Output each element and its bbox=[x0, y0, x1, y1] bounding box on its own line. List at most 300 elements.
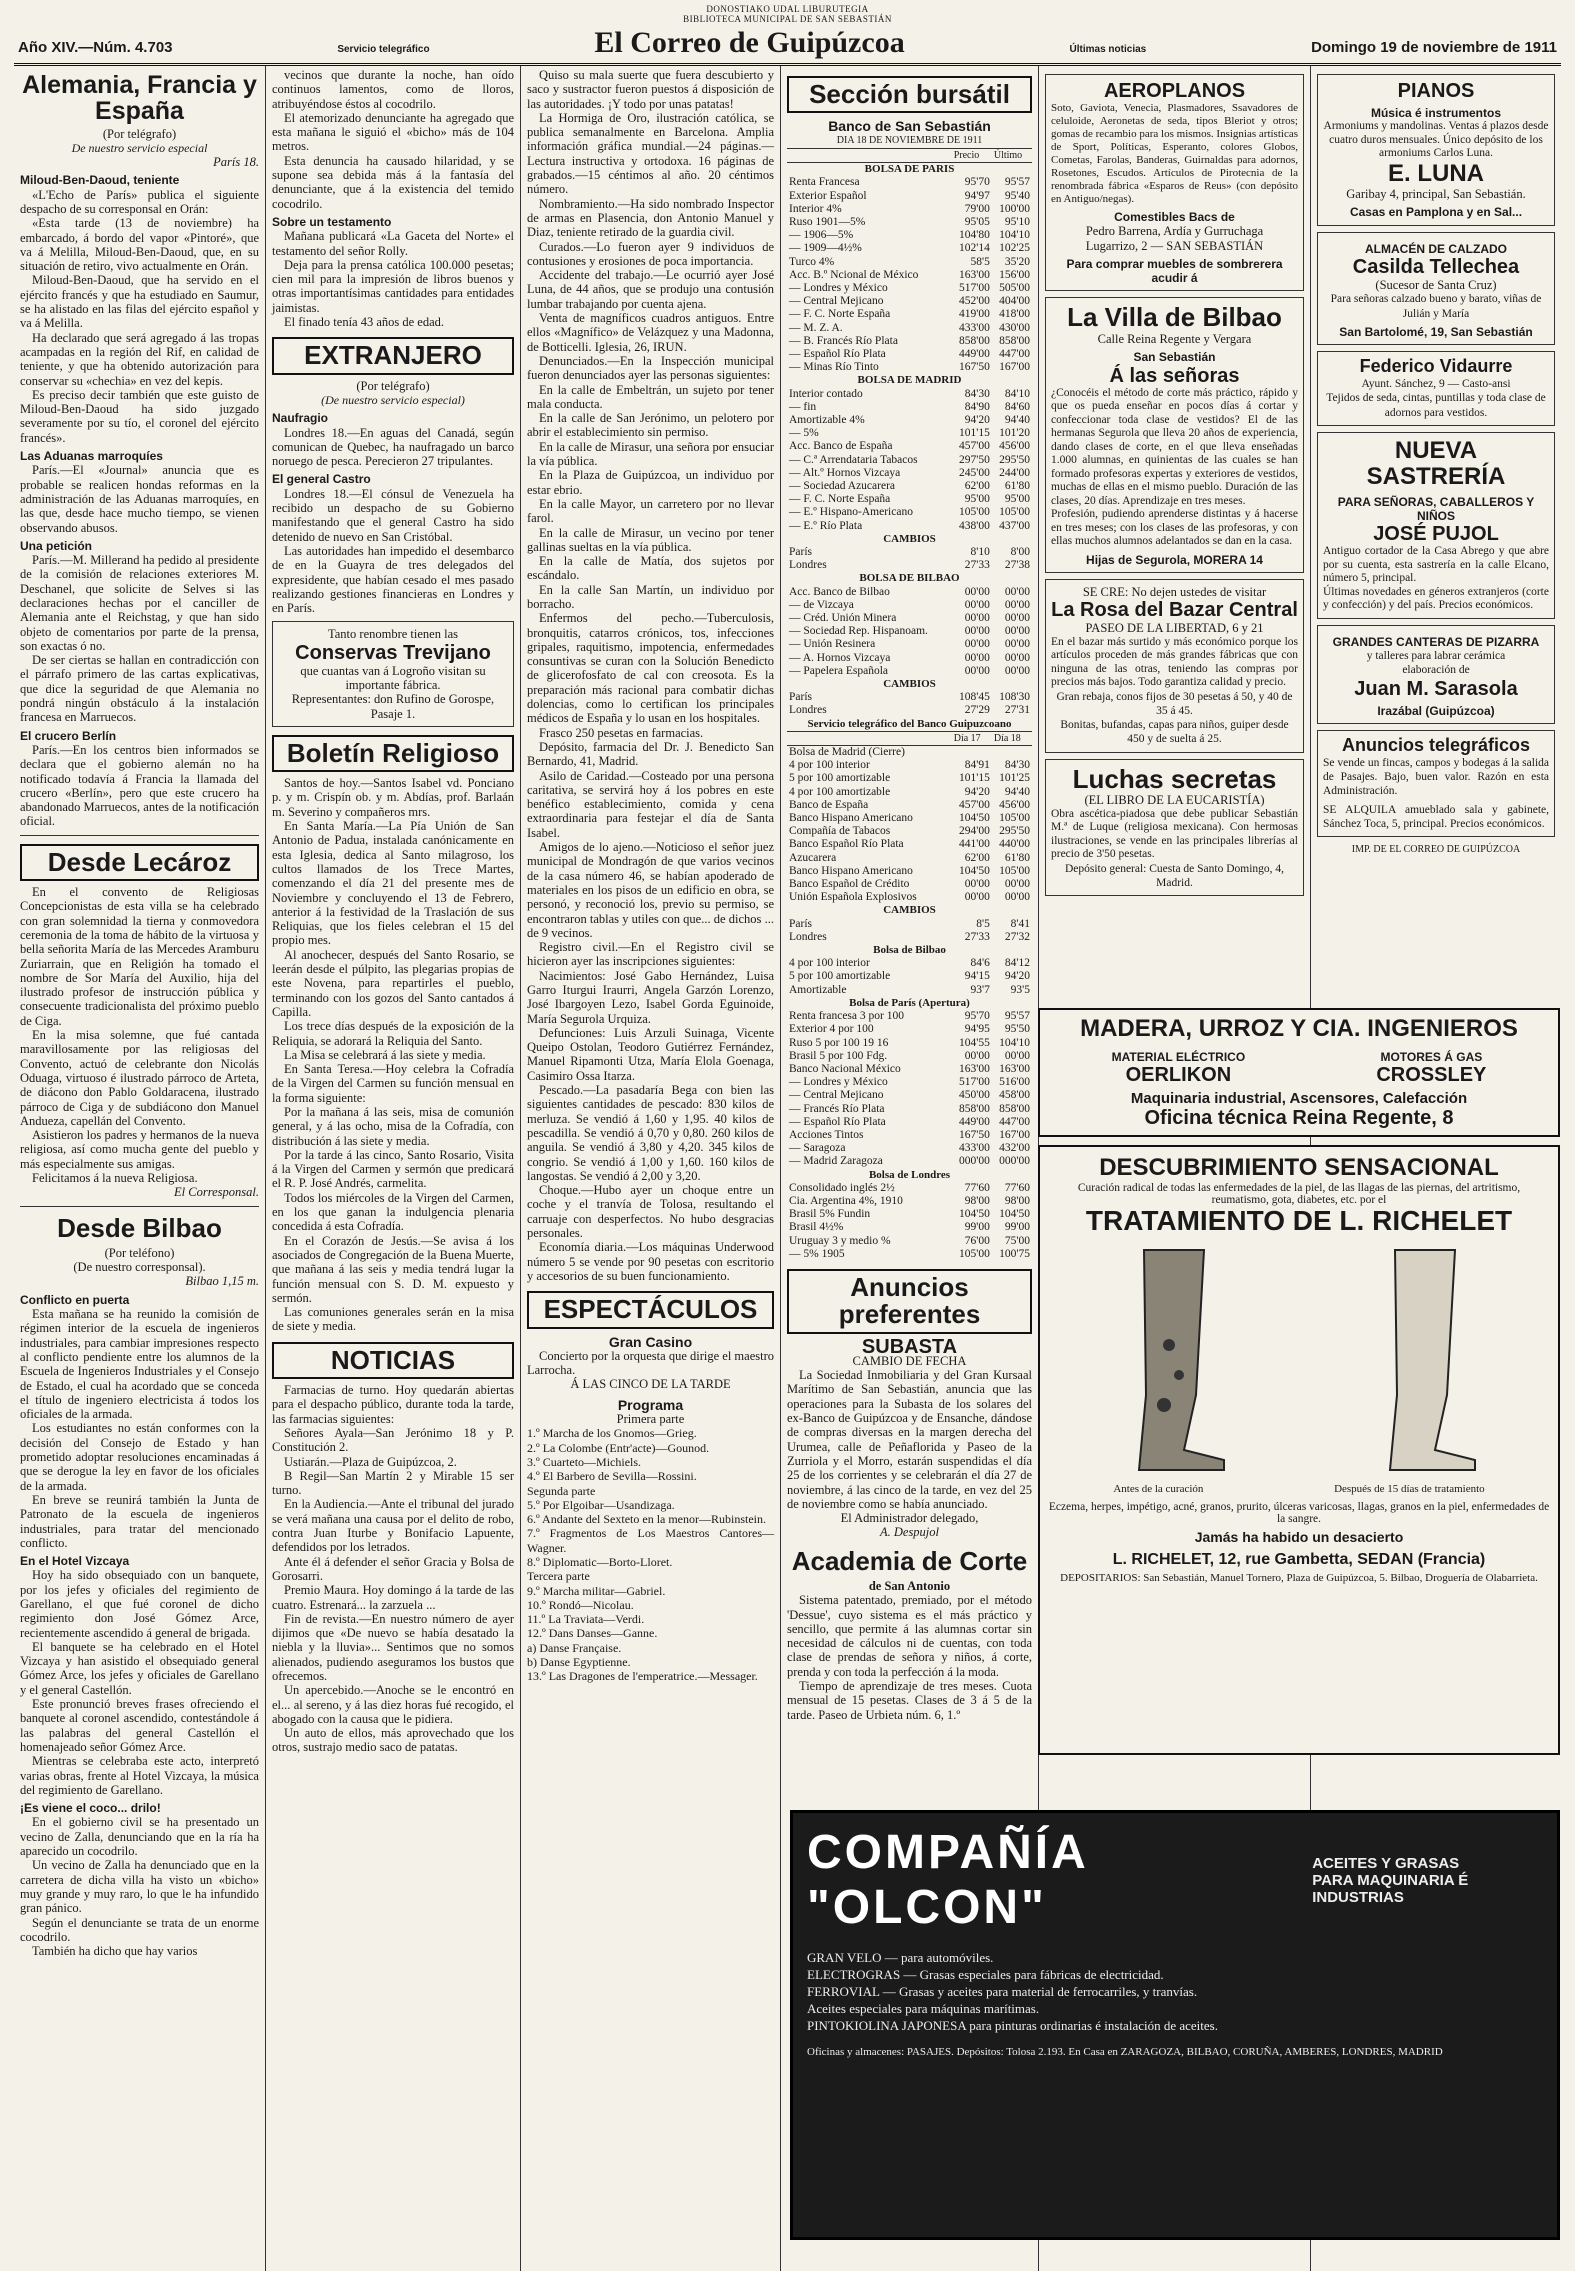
security-name: — fin bbox=[789, 400, 817, 413]
ad-text: Jamás ha habido un desacierto bbox=[1194, 1528, 1404, 1545]
security-name: Bolsa de Madrid (Cierre) bbox=[789, 746, 905, 759]
price-cell: 62'00 bbox=[964, 851, 990, 864]
ad-text: Gran rebaja, conos fijos de 30 pesetas á 50, y 40 de 35 á 45. bbox=[1056, 690, 1293, 717]
table-row bbox=[787, 586, 1032, 599]
table-row bbox=[787, 308, 1032, 321]
academia-text: Sistema patentado, premiado, por el método 'Dessue', cuyo sistema es el más práctico y sencillo, que permite á las alumnas cortar sin necesidad de cálculos ni de cuentas, con toda clase de prendas de señora y niños, á corte, prenda y con toda la perfección á la moda. bbox=[787, 1593, 1032, 1679]
table-row bbox=[787, 746, 1032, 760]
paragraph: En la calle Mayor, un carretero por no llevar farol. bbox=[527, 496, 774, 526]
price-cell: 101'20 bbox=[999, 427, 1030, 440]
paragraph: Ustiarán.—Plaza de Guipúzcoa, 2. bbox=[284, 1454, 457, 1469]
price-cell: 00'00 bbox=[1004, 638, 1030, 651]
paragraph: Deja para la prensa católica 100.000 pesetas; cien mil para la impresión de libros buenos y otras importantísimas cantidades para entidades jaimistas. bbox=[272, 257, 514, 315]
security-name: — Sociedad Azucarera bbox=[789, 479, 896, 492]
paragraph: Hoy ha sido obsequiado con un banquete, por los jefes y oficiales del regimiento de Garellano, el que fué coronel de dicho regimiento don José Gómez Arce, recientemente ascendido á general de brigada. bbox=[20, 1568, 259, 1640]
price-cell: 00'00 bbox=[964, 598, 990, 611]
table-row bbox=[787, 691, 1032, 704]
paragraph: Por la mañana á las seis, misa de comunión general, y á las ocho, misa de la Cofradía, con distribución á las siete y media. bbox=[272, 1105, 514, 1148]
table-row bbox=[787, 970, 1032, 983]
price-cell: 104'50 bbox=[959, 1208, 990, 1221]
security-name: — B. Francés Río Plata bbox=[789, 334, 898, 347]
price-cell: 105'00 bbox=[999, 864, 1030, 877]
security-name: 4 por 100 interior bbox=[789, 957, 870, 970]
paragraph: De ser ciertas se hallan en contradicción con el párrafo primero de las cartas explicativas, que dice la seguridad de que Alemania no pondrá ningún obstáculo á la instalación francesa en Marruecos. bbox=[20, 653, 259, 725]
ad-title: DESCUBRIMIENTO SENSACIONAL bbox=[1099, 1154, 1499, 1182]
library-stamp bbox=[14, 4, 1561, 24]
column-header: Día 17 bbox=[952, 731, 992, 745]
paragraph: En la calle de Matía, dos sujetos por escándalo. bbox=[527, 554, 774, 583]
price-cell bbox=[992, 746, 1032, 760]
price-cell: 000'00 bbox=[959, 1155, 990, 1168]
price-cell: 98'00 bbox=[964, 1194, 990, 1207]
security-name: — Créd. Unión Minera bbox=[789, 612, 897, 624]
paragraph: Depósito, farmacia del Dr. J. Benedicto San Bernardo, 41, Madrid. bbox=[527, 739, 774, 769]
column-header: Último bbox=[992, 148, 1032, 162]
table-row bbox=[787, 865, 1032, 878]
section-label: CAMBIOS bbox=[883, 532, 936, 545]
program-item: b) Danse Egyptienne. bbox=[527, 1655, 631, 1670]
price-cell: 00'00 bbox=[1004, 878, 1030, 891]
paragraph: Santos de hoy.—Santos Isabel vd. Ponciano p. y m. Crispín ob. y m. Abdías, prof. Barlaán m. Severino y compañeros mrs. bbox=[272, 776, 514, 819]
headline-extranjero: EXTRANJERO bbox=[272, 337, 514, 374]
price-cell: 101'15 bbox=[959, 427, 990, 440]
price-cell: 94'20 bbox=[1004, 970, 1030, 983]
headline-noticias: NOTICIAS bbox=[272, 1342, 514, 1379]
price-cell: 00'00 bbox=[964, 664, 990, 677]
ad-title: ALMACÉN DE CALZADO bbox=[1365, 241, 1507, 256]
security-name: — C.ª Arrendataria Tabacos bbox=[789, 453, 918, 466]
price-cell: 00'00 bbox=[1004, 891, 1030, 904]
ad-name: Casilda Tellechea bbox=[1352, 256, 1520, 279]
ad-title: Luchas secretas bbox=[1072, 763, 1277, 794]
service-label: Servicio telegráfico bbox=[337, 44, 430, 55]
olcon-line: PINTOKIOLINA JAPONESA para pinturas ordinarias é instalación de aceites. bbox=[807, 2018, 1218, 2033]
table-row bbox=[787, 957, 1032, 970]
table-row bbox=[787, 786, 1032, 799]
table-row bbox=[787, 322, 1032, 335]
program-time: Á LAS CINCO DE LA TARDE bbox=[570, 1377, 731, 1392]
table-row bbox=[787, 652, 1032, 665]
paragraph: El finado tenía 43 años de edad. bbox=[284, 315, 445, 330]
security-name: — Alt.º Hornos Vizcaya bbox=[789, 466, 901, 479]
paragraph: «L'Echo de París» publica el siguiente despacho de su corresponsal en Orán: bbox=[20, 187, 259, 216]
ad-name: JOSÉ PUJOL bbox=[1373, 523, 1499, 546]
table-row bbox=[787, 1142, 1032, 1155]
paragraph: Curados.—Lo fueron ayer 9 individuos de contusiones y erosiones de poca importancia. bbox=[527, 239, 774, 268]
table-row bbox=[787, 599, 1032, 612]
price-cell: 00'00 bbox=[964, 638, 990, 651]
subhead: Naufragio bbox=[272, 411, 329, 426]
price-cell: 93'7 bbox=[970, 983, 990, 996]
ad-location: Lugarrizo, 2 — SAN SEBASTIÁN bbox=[1085, 238, 1264, 253]
price-cell: 430'00 bbox=[999, 321, 1030, 334]
paragraph: La Hormiga de Oro, ilustración católica, se publica semanalmente en Barcelona. Amplia información gráfica mundial.—24 páginas.—Lectura instructiva y ortodoxa. 16 páginas de grabados.—15 céntimos al año. 20 céntimos número. bbox=[527, 110, 774, 197]
ad-name: Juan M. Sarasola bbox=[1354, 677, 1518, 700]
subasta-subtitle: CAMBIO DE FECHA bbox=[852, 1353, 967, 1368]
security-name: — 1909—4½% bbox=[789, 242, 862, 255]
security-name: — E.º Río Plata bbox=[789, 519, 863, 532]
paragraph: Los trece días después de la exposición de la Reliquia, se adorará la Reliquia del Santo. bbox=[272, 1019, 514, 1048]
price-cell: 449'00 bbox=[959, 1115, 990, 1128]
security-name: — 1906—5% bbox=[789, 229, 854, 242]
paragraph: Venta de magníficos cuadros antiguos. Entre ellos «Magnífico» de Velázquez y una Madonna, de Botticelli. Iglesia, 26, IRUN. bbox=[527, 311, 774, 354]
price-cell: 104'50 bbox=[959, 864, 990, 877]
price-cell: 27'33 bbox=[964, 559, 990, 572]
table-row bbox=[787, 440, 1032, 453]
price-cell: 94'40 bbox=[1004, 785, 1030, 798]
dateline: París 18. bbox=[213, 155, 259, 170]
table-row bbox=[787, 984, 1032, 997]
table-row bbox=[787, 1195, 1032, 1208]
price-cell: 84'30 bbox=[1004, 759, 1030, 772]
headline-anuncios: Anuncios preferentes bbox=[787, 1269, 1032, 1334]
ad-buy: Para comprar muebles de sombrerera acudir á bbox=[1066, 256, 1283, 286]
subasta-title: SUBASTA bbox=[861, 1335, 958, 1358]
paragraph: Ha declarado que será agregado á las tropas acampadas en la región del Rif, en calidad de teniente, y que ha obtenido autorización para conservar su «chechia» en vez del kepis. bbox=[20, 330, 259, 388]
library-line-1: DONOSTIAKO UDAL LIBURUTEGIA bbox=[706, 4, 869, 14]
program-label: Programa bbox=[617, 1396, 684, 1413]
ad-title: AEROPLANOS bbox=[1103, 80, 1246, 102]
price-cell: 108'30 bbox=[999, 691, 1030, 704]
security-name: París bbox=[789, 545, 812, 558]
paragraph: Londres 18.—En aguas del Canadá, según comunican de Quebec, ha naufragado un barco noruego de pesca. Perecieron 27 tripulantes. bbox=[272, 425, 514, 469]
leg-after-image bbox=[1335, 1245, 1515, 1475]
paragraph: París.—El «Journal» anuncia que es probable se realicen hondas reformas en la administración de las Aduanas marroquíes, en las que, desde hace mucho tiempo, se vienen observando abusos. bbox=[20, 463, 259, 535]
table-row bbox=[787, 1129, 1032, 1142]
ad-text: ¿Conocéis el método de corte más práctico, rápido y que os pueda enseñar en pocos días á cortar y confeccionar toda clase de vestidos? El de las hermanas Segurola que lleva 20 años de experiencia, dando clases de corte, en el que lleva enseñadas 1.000 alumnas, en quinientas de las cuales se han formado profesoras expertas y exteriores de vestidos, muchas de ellas en el mismo pueblo. Duración de las clases, 20 días. Aprendizaje en tres meses. bbox=[1051, 386, 1298, 507]
security-name: — Unión Resinera bbox=[789, 638, 876, 651]
headline-bursatil: Sección bursátil bbox=[787, 76, 1032, 113]
ad-name: E. LUNA bbox=[1388, 159, 1484, 187]
paragraph: En la calle San Martín, un individuo por borracho. bbox=[527, 582, 774, 611]
paragraph: En la calle de Mirasur, un vecino por tener gallinas sueltas en la vía pública. bbox=[527, 525, 774, 554]
security-name: París bbox=[789, 917, 812, 930]
security-name: Londres bbox=[789, 559, 827, 572]
ad-address: San Bartolomé, 19, San Sebastián bbox=[1339, 324, 1533, 339]
price-cell: 438'00 bbox=[959, 519, 990, 532]
table-row bbox=[787, 216, 1032, 229]
price-cell: 102'25 bbox=[999, 242, 1030, 255]
correspondent-note: (De nuestro corresponsal). bbox=[73, 1260, 206, 1275]
price-cell: 8'00 bbox=[1010, 545, 1030, 558]
security-name: 5 por 100 amortizable bbox=[789, 772, 891, 785]
table-row bbox=[787, 772, 1032, 785]
subasta-sign: El Administrador delegado, bbox=[840, 1511, 979, 1526]
paragraph: Esta denuncia ha causado hilaridad, y se supone sea debida más á la fantasía del denunciante, que á la existencia del temido cocodrilo. bbox=[272, 153, 514, 211]
ad-title: Conservas Trevijano bbox=[295, 641, 491, 664]
price-cell: 156'00 bbox=[999, 268, 1030, 281]
price-cell: 95'50 bbox=[1004, 1023, 1030, 1036]
price-cell: 450'00 bbox=[959, 1089, 990, 1102]
stock-table-1 bbox=[787, 148, 1032, 1261]
telephone-note: (Por teléfono) bbox=[104, 1245, 175, 1260]
table-row bbox=[787, 242, 1032, 255]
column-1 bbox=[14, 66, 266, 2271]
price-cell: 437'00 bbox=[999, 519, 1030, 532]
security-name: — Español Río Plata bbox=[789, 347, 886, 360]
price-cell: 94'20 bbox=[964, 413, 990, 426]
table-row bbox=[787, 414, 1032, 427]
table-row bbox=[787, 1182, 1032, 1195]
program-item: 10.º Rondó—Nicolau. bbox=[527, 1597, 634, 1612]
price-cell: 94'97 bbox=[964, 189, 990, 202]
table-row bbox=[787, 506, 1032, 519]
price-cell: 858'00 bbox=[959, 334, 990, 347]
price-cell: 35'20 bbox=[1004, 255, 1030, 268]
ad-brand: CROSSLEY bbox=[1376, 1064, 1487, 1087]
price-cell: 104'10 bbox=[999, 1036, 1030, 1049]
telegraph-note: (Por telégrafo) bbox=[356, 378, 430, 393]
table-row bbox=[787, 520, 1032, 533]
paragraph: Un apercebido.—Anoche se le encontró en el... al sereno, y á las diez horas fué recogido, el abogado con la causa que le pidiera. bbox=[272, 1683, 514, 1726]
price-cell: 95'57 bbox=[1004, 1010, 1030, 1023]
price-cell: 84'10 bbox=[1004, 387, 1030, 400]
security-name: Azucarera bbox=[789, 851, 837, 864]
headline-espectaculos: ESPECTÁCULOS bbox=[527, 1291, 774, 1328]
table-row bbox=[787, 454, 1032, 467]
table-row bbox=[787, 295, 1032, 308]
table-row bbox=[787, 1076, 1032, 1089]
ad-text: Eczema, herpes, impétigo, acné, granos, prurito, úlceras varicosas, llagas, granos en la piel, enfermedades de la sangre. bbox=[1048, 1500, 1550, 1525]
price-cell: 84'12 bbox=[1004, 957, 1030, 970]
program-item: Tercera parte bbox=[527, 1569, 590, 1584]
paragraph: Esta mañana se ha reunido la comisión de régimen interior de la escuela de ingenieros industriales, para cambiar impresiones respecto al conflicto pendiente entre los alumnos de la Escuela de Ingenieros Industriales y el Consejo de Estado, el cual ha acordado que se conceda el título de ingeniero electricista á todos los oficiales de la armada. bbox=[20, 1307, 259, 1422]
ad-line: Maquinaria industrial, Ascensores, Calefacción bbox=[1130, 1090, 1468, 1108]
program-item: 13.º Las Dragones de l'emperatrice.—Messager. bbox=[527, 1669, 758, 1684]
security-name: Banco Español de Crédito bbox=[789, 878, 910, 891]
ad-villa-bilbao bbox=[1045, 297, 1304, 572]
ad-text: Obra ascética-piadosa que debe publicar Sebastián M.ª de Luque (religiosa mexicana). Con hermosas ilustraciones, se vende en las principales librerías al precio de 3'50 pesetas. bbox=[1051, 807, 1298, 861]
paragraph: En breve se reunirá también la Junta de Patronato de la escuela de ingenieros industriales, para tratar del mencionado conflicto. bbox=[20, 1492, 259, 1550]
price-cell: 517'00 bbox=[959, 1076, 990, 1089]
security-name: — Londres y México bbox=[789, 1076, 888, 1089]
ad-office: Oficina técnica Reina Regente, 8 bbox=[1144, 1107, 1454, 1130]
ad-sub: (Sucesor de Santa Cruz) bbox=[1375, 278, 1497, 293]
paragraph: «Esta tarde (13 de noviembre) ha embarcado, á bordo del vapor «Pintoré», que va á Melilla, Miloud-Ben-Daoud, que, en su situación de retiro, vivo actualmente en Orán. bbox=[20, 216, 259, 274]
price-cell: 00'00 bbox=[1004, 598, 1030, 611]
paragraph: Al anochecer, después del Santo Rosario, se leerán desde el púlpito, las plegarias propias de este Novena, para repartirles el pueblo, terminando con los gozos del Santo cantados á Capilla. bbox=[272, 947, 514, 1019]
olcon-sub-2: PARA MAQUINARIA É INDUSTRIAS bbox=[1312, 1871, 1469, 1906]
table-row bbox=[787, 1050, 1032, 1063]
section-label: Servicio telegráfico del Banco Guipuzcoano bbox=[807, 717, 1012, 730]
divider bbox=[20, 835, 259, 836]
price-cell: 93'5 bbox=[1010, 983, 1030, 996]
price-cell: 432'00 bbox=[999, 1142, 1030, 1155]
table-row bbox=[787, 335, 1032, 348]
ad-title: Anuncios telegráficos bbox=[1341, 735, 1531, 756]
paragraph: En el convento de Religiosas Concepcionistas de esta villa se ha celebrado con gran solemnidad la tierna y conmovedora ceremonia de la toma de hábito de la virtuosa y bella señorita María de las Mercedes Aramburu Zuriarrain, que en Religión ha tomado el nombre de Sor María del Auxilio, hija del ilustrado profesor de instrucción pública y consecuente tradicionalista del próximo pueblo de Ciga. bbox=[20, 885, 259, 1028]
table-row bbox=[787, 931, 1032, 944]
price-cell: 84'60 bbox=[1004, 400, 1030, 413]
price-cell: 00'00 bbox=[964, 625, 990, 638]
security-name: — Minas Río Tinto bbox=[789, 361, 879, 374]
price-cell: 104'80 bbox=[959, 229, 990, 242]
subasta-sign-name: A. Despujol bbox=[879, 1525, 940, 1540]
table-row bbox=[787, 427, 1032, 440]
price-cell: 00'00 bbox=[1004, 585, 1030, 598]
price-cell: 858'00 bbox=[959, 1102, 990, 1115]
paragraph: París.—M. Millerand ha pedido al presidente de la comisión de relaciones exteriores M. Deschanel, que solicite de Selves si las declaraciones hechas por el canciller de Alemania ante el Reichstag, y que han sido objeto de comentarios por parte de la prensa, son exactas ó no. bbox=[20, 553, 259, 653]
table-row bbox=[787, 759, 1032, 772]
paragraph: París.—En los centros bien informados se declara que el gobierno alemán no ha notificado todavía á Francia la llamada del crucero «Berlín», pero que este crucero ha abandonado Marruecos, antes de la notificación oficial. bbox=[20, 742, 259, 829]
price-cell: 100'00 bbox=[999, 202, 1030, 215]
bank-date: DIA 18 DE NOVIEMBRE DE 1911 bbox=[836, 134, 983, 146]
price-cell: 95'70 bbox=[964, 176, 990, 189]
price-cell: 27'38 bbox=[1004, 559, 1030, 572]
price-cell: 505'00 bbox=[999, 281, 1030, 294]
table-row bbox=[787, 348, 1032, 361]
ad-text: y talleres para labrar cerámica bbox=[1366, 650, 1506, 663]
table-row bbox=[787, 812, 1032, 825]
table-row bbox=[787, 361, 1032, 374]
security-name: — Francés Río Plata bbox=[789, 1102, 885, 1115]
price-cell: 433'00 bbox=[959, 1142, 990, 1155]
price-cell: 61'80 bbox=[1004, 479, 1030, 492]
price-cell: 00'00 bbox=[964, 585, 990, 598]
table-row bbox=[787, 480, 1032, 493]
ad-title: PIANOS bbox=[1397, 80, 1475, 102]
imprint: IMP. DE EL CORREO DE GUIPÚZCOA bbox=[1351, 844, 1521, 856]
security-name: Amortizable bbox=[789, 983, 847, 996]
ad-text: Depósito general: Cuesta de Santo Domingo, 4, Madrid. bbox=[1064, 862, 1285, 889]
ad-sastreria bbox=[1317, 432, 1555, 619]
security-name: Turco 4% bbox=[789, 255, 835, 268]
paragraph: Según el denunciante se trata de un enorme cocodrilo. bbox=[20, 1915, 259, 1944]
ad-address: L. RICHELET, 12, rue Gambetta, SEDAN (Francia) bbox=[1112, 1550, 1486, 1568]
price-cell: 163'00 bbox=[959, 1062, 990, 1075]
price-cell: 101'15 bbox=[959, 772, 990, 785]
table-row bbox=[787, 799, 1032, 812]
price-cell: 95'10 bbox=[1004, 215, 1030, 228]
price-cell: 00'00 bbox=[964, 651, 990, 664]
ad-luchas bbox=[1045, 759, 1304, 896]
program-item: a) Danse Française. bbox=[527, 1640, 622, 1655]
paragraph: Miloud-Ben-Daoud, que ha servido en el ejército francés y que ha estudiado en Saumur, se ha alistado en las filas del ejército español y va á Melilla. bbox=[20, 273, 259, 331]
table-row bbox=[787, 203, 1032, 216]
ad-title: NUEVA SASTRERÍA bbox=[1366, 436, 1506, 491]
paragraph: Es preciso decir también que este guisto de Miloud-Ben-Daoud ha sido juzgado severamente por su tío, el coronel del ejército francés». bbox=[20, 387, 259, 445]
price-cell: 440'00 bbox=[999, 838, 1030, 851]
table-row bbox=[787, 1063, 1032, 1076]
price-cell: 00'00 bbox=[1004, 612, 1030, 624]
price-cell: 8'10 bbox=[970, 545, 990, 558]
price-cell: 8'5 bbox=[976, 917, 990, 930]
price-cell: 295'50 bbox=[999, 453, 1030, 466]
price-cell: 79'00 bbox=[964, 202, 990, 215]
olcon-address: Oficinas y almacenes: PASAJES. Depósitos: Tolosa 2.193. En Casa en ZARAGOZA, BILBAO, CORUÑA, AMBERES, LONDRES, MADRID bbox=[807, 2046, 1443, 2058]
caption-before: Antes de la curación bbox=[1113, 1482, 1204, 1495]
paragraph: Defunciones: Luis Arzuli Suinaga, Vicente Queipo Ostolan, Teodoro Gutiérrez Fernández, Manuel Ripamonti Utza, María Elola Goenaga, Casimiro Ossa Itarza. bbox=[527, 1025, 774, 1083]
olcon-line: FERROVIAL — Grasas y aceites para material de ferrocarriles, y tranvías. bbox=[807, 1984, 1198, 1999]
price-cell: 94'15 bbox=[964, 970, 990, 983]
price-cell: 294'00 bbox=[959, 825, 990, 838]
column-header: Precio bbox=[952, 148, 992, 162]
table-row bbox=[787, 1235, 1032, 1248]
program-item: 6.º Andante del Sexteto en la menor—Rubinstein. bbox=[527, 1512, 767, 1527]
price-cell: 105'00 bbox=[999, 812, 1030, 825]
security-name: Consolidado inglés 2½ bbox=[789, 1181, 895, 1194]
price-cell: 95'05 bbox=[964, 215, 990, 228]
paragraph: Asilo de Caridad.—Costeado por una persona caritativa, se servirá hoy á los pobres en este benéfico establecimiento, comida y cena extraordinaria para festejar el día de Santa Isabel. bbox=[527, 768, 774, 840]
table-row bbox=[787, 1103, 1032, 1116]
column-header: Día 18 bbox=[992, 731, 1032, 745]
price-cell: 105'00 bbox=[999, 506, 1030, 519]
subasta-text: La Sociedad Inmobiliaria y del Gran Kursaal Marítimo de San Sebastián, anuncia que las operaciones para la Subasta de los solares del ex-Banco de Guipúzcoa y de Ensanche, dándose de compras diversas en la margen derecha del Urumea, calle de Peñaflorida y Paseo de la Zurriola y el Morro, estarán suspendidas el día 25 de los corrientes y se celebrarán el día 27 de noviembre, á las cinco de la tarde, en vez del 25 de noviembre como se había anunciado. bbox=[787, 1368, 1032, 1511]
price-cell: 27'29 bbox=[964, 704, 990, 717]
table-row bbox=[787, 878, 1032, 891]
security-name: — 5% 1905 bbox=[789, 1247, 845, 1260]
price-cell: 84'30 bbox=[964, 387, 990, 400]
security-name: — Español Río Plata bbox=[789, 1115, 886, 1128]
paragraph: Un vecino de Zalla ha denunciado que en la carretera de dicha villa ha visto un «bicho» muy grande y muy raro, lo que le ha infundido gran pánico. bbox=[20, 1858, 259, 1916]
program-item: 5.º Por Elgoibar—Usandizaga. bbox=[527, 1497, 675, 1512]
ad-sub: (EL LIBRO DE LA EUCARISTÍA) bbox=[1084, 793, 1265, 808]
signature: El Corresponsal. bbox=[174, 1185, 259, 1200]
paragraph: Accidente del trabajo.—Le ocurrió ayer José Luna, de 44 años, que se produjo una contusión lumbar trabajando por cuenta ajena. bbox=[527, 268, 774, 311]
paragraph: Denunciados.—En la Inspección municipal fueron denunciados ayer las personas siguientes: bbox=[527, 353, 774, 383]
table-row bbox=[787, 1010, 1032, 1023]
telegraph-note: (Por telégrafo) bbox=[102, 126, 177, 141]
masthead bbox=[14, 24, 1561, 66]
security-name: Acc. Banco de Bilbao bbox=[789, 585, 890, 598]
security-name: 5 por 100 amortizable bbox=[789, 970, 891, 983]
security-name: 4 por 100 amortizable bbox=[789, 785, 891, 798]
ad-canteras bbox=[1317, 625, 1555, 724]
table-row bbox=[787, 1155, 1032, 1168]
section-label: Bolsa de Londres bbox=[868, 1168, 951, 1181]
price-cell: 163'00 bbox=[959, 268, 990, 281]
table-row bbox=[787, 852, 1032, 865]
price-cell: 102'14 bbox=[959, 242, 990, 255]
security-name: Ruso 5 por 100 19 16 bbox=[789, 1036, 889, 1049]
security-name: París bbox=[789, 691, 812, 704]
price-cell: 447'00 bbox=[999, 347, 1030, 360]
paragraph: En el gobierno civil se ha presentado un vecino de Zalla, denunciando que en la ría ha aparecido un cocodrilo. bbox=[20, 1815, 259, 1859]
price-cell: 95'40 bbox=[1004, 189, 1030, 202]
program-item: 1.º Marcha de los Gnomos—Grieg. bbox=[527, 1426, 697, 1441]
paragraph: Felicitamos á la nueva Religiosa. bbox=[32, 1170, 198, 1185]
paragraph: El banquete se ha celebrado en el Hotel Vizcaya y han asistido el obsequiado general Gómez Arce, los jefes y oficiales de Garellano y el general Castellón. bbox=[20, 1639, 259, 1697]
table-row bbox=[787, 282, 1032, 295]
security-name: Renta francesa 3 por 100 bbox=[789, 1010, 904, 1023]
subhead: El general Castro bbox=[272, 472, 371, 487]
paragraph: En la calle de San Jerónimo, un pelotero por abrir el establecimiento sin permiso. bbox=[527, 411, 774, 440]
price-cell: 84'91 bbox=[964, 759, 990, 772]
ad-sub: PARA SEÑORAS, CABALLEROS Y NIÑOS bbox=[1337, 494, 1535, 524]
ad-text: Bonitas, bufandas, capas para niños, guiper desde 450 y de suelta á 25. bbox=[1060, 719, 1289, 746]
table-row bbox=[787, 665, 1032, 678]
price-cell: 167'00 bbox=[999, 361, 1030, 374]
table-row bbox=[787, 1116, 1032, 1129]
ad-brand: OERLIKON bbox=[1125, 1064, 1232, 1087]
divider bbox=[20, 1206, 259, 1207]
price-cell: 84'90 bbox=[964, 400, 990, 413]
ad-address-2: Casas en Pamplona y en Sal... bbox=[1349, 205, 1523, 220]
paragraph: Los estudiantes no están conformes con la decisión del Consejo de Estado y han prometido adoptar resoluciones encaminadas á que se derogue la ley en favor de los oficiales de la armada. bbox=[20, 1421, 259, 1493]
price-cell: 94'95 bbox=[964, 1023, 990, 1036]
ad-urroz bbox=[1038, 1008, 1560, 1137]
table-row bbox=[787, 1208, 1032, 1221]
ad-olcon bbox=[790, 1810, 1560, 2240]
column-2 bbox=[266, 66, 521, 2271]
table-row bbox=[787, 638, 1032, 651]
subhead: Una petición bbox=[20, 538, 93, 553]
security-name: Renta Francesa bbox=[789, 176, 860, 189]
ad-richelet bbox=[1038, 1145, 1560, 1755]
ad-line: SE CRE: No dejen ustedes de visitar bbox=[1082, 584, 1267, 599]
ad-name: Federico Vidaurre bbox=[1359, 356, 1513, 377]
security-name: Amortizable 4% bbox=[789, 413, 865, 426]
